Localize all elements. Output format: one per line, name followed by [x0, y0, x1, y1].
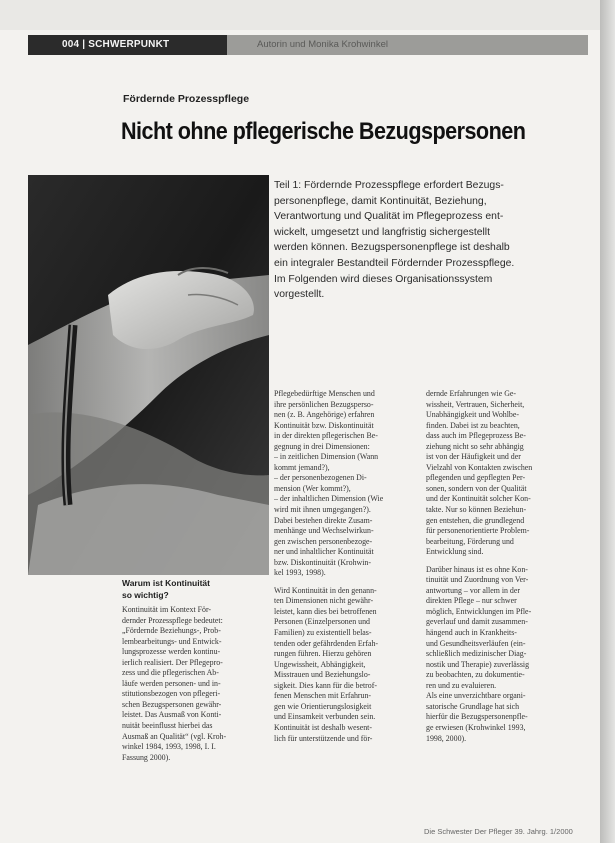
body-line: Unabhängigkeit und Wohlbe-	[426, 410, 520, 420]
body-line: hängend auch in Krankheits-	[426, 628, 517, 638]
body-line: dernde Erfahrungen wie Ge-	[426, 389, 517, 398]
author-line: Autorin und Monika Krohwinkel	[227, 35, 588, 55]
body-line: Pflegebedürftige Menschen und	[274, 389, 375, 398]
body-line: dass auch im Pflegeprozess Be-	[426, 431, 526, 441]
body-line: Ungewissheit, Abhängigkeit,	[274, 659, 366, 669]
body-line: Dabei bestehen direkte Zusam-	[274, 515, 373, 525]
body-line: Entwicklung sind.	[426, 547, 484, 557]
intro-line: personenpflege, damit Kontinuität, Beziehung,	[274, 195, 487, 207]
body-line: schließlich medizinischer Diag-	[426, 649, 527, 659]
body-line: ge erwiesen (Krohwinkel 1993,	[426, 722, 526, 732]
body-line: möglich, Entwicklungen im Pfle-	[426, 606, 532, 616]
body-line: Personen (Einzelpersonen und	[274, 617, 370, 627]
body-line: gen zwischen personenbezoge-	[274, 536, 373, 546]
body-line: takte. Nur so können Beziehun-	[426, 505, 527, 515]
body-line: in der direkten pflegerischen Be-	[274, 431, 378, 441]
body-line: Kontinuität bzw. Diskontinuität	[274, 420, 374, 430]
scan-edge	[600, 0, 615, 843]
body-line: kel 1993, 1998).	[274, 568, 326, 578]
body-line: und der Kontinuität solcher Kon-	[426, 494, 531, 504]
body-line: fenen Menschen mit Erfahrun-	[274, 691, 372, 701]
body-line: sigkeit. Dies kann für die betrof-	[274, 680, 377, 690]
section-label: 004 | SCHWERPUNKT	[28, 35, 227, 55]
hands-photo	[28, 175, 269, 575]
body-line: Misstrauen und Beziehungslo-	[274, 670, 371, 680]
body-line: menhänge und Wechselwirkun-	[274, 526, 374, 536]
article-kicker: Fördernde Prozesspflege	[123, 93, 250, 105]
body-line: lungsprozesse werden kontinu-	[122, 647, 221, 657]
body-line: Darüber hinaus ist es ohne Kon-	[426, 564, 528, 574]
body-line: kommt jemand?),	[274, 462, 330, 472]
body-line: wird mit ihnen umgegangen?).	[274, 505, 371, 515]
intro-line: werden können. Bezugspersonenpflege ist deshalb	[274, 242, 510, 254]
body-line: antwortung – vor allem in der	[426, 585, 521, 595]
body-line: und Gesundheitsverläufen (ein-	[426, 638, 526, 648]
body-line: zu beobachten, zu dokumentie-	[426, 670, 525, 680]
body-line: finden. Dabei ist zu beachten,	[426, 420, 520, 430]
intro-line: ein integraler Bestandteil Fördernder Prozesspflege.	[274, 257, 515, 269]
body-line: schen Bezugspersonen gewähr-	[122, 699, 222, 709]
body-line: nen (z. B. Angehörige) erfahren	[274, 410, 375, 420]
body-line: zess und die pflegerischen Ab-	[122, 668, 219, 678]
intro-line: Im Folgenden wird dieses Organisationssystem	[274, 273, 493, 285]
body-line: direkten Pflege – nur schwer	[426, 596, 517, 606]
body-line: tinuität und Zuordnung von Ver-	[426, 575, 529, 585]
body-line: bearbeitung, Förderung und	[426, 536, 514, 546]
body-column-2	[274, 389, 418, 744]
subhead-line: Warum ist Kontinuität	[122, 578, 210, 588]
body-column-3	[426, 389, 576, 744]
body-line: geverlauf und damit zusammen-	[426, 617, 528, 627]
body-line: ziehung nicht so sehr abhängig	[426, 441, 524, 451]
body-line: dernder Prozesspflege bedeutet:	[122, 615, 223, 625]
intro-line: vorgestellt.	[274, 289, 325, 301]
body-line: ierlich realisiert. Der Pflegepro-	[122, 657, 223, 667]
body-line: leistet, kann dies bei betroffenen	[274, 606, 377, 616]
page-footer: Die Schwester Der Pfleger 39. Jahrg. 1/2000	[424, 827, 573, 836]
body-line: ner und inhaltlicher Kontinuität	[274, 547, 374, 557]
intro-line: Verantwortung und Qualität im Pflegeprozess ent-	[274, 211, 504, 223]
body-line: – in zeitlichen Dimension (Wann	[274, 452, 379, 462]
article-title: Nicht ohne pflegerische Bezugspersonen	[121, 118, 526, 145]
body-line: wissheit, Vertrauen, Sicherheit,	[426, 399, 525, 409]
body-line: lembearbeitungs- und Entwick-	[122, 636, 222, 646]
body-line: ten Dimensionen nicht gewähr-	[274, 596, 374, 606]
body-line: Als eine unverzichtbare organi-	[426, 691, 526, 701]
body-line: hierfür die Bezugspersonenpfle-	[426, 712, 528, 722]
subhead-line: so wichtig?	[122, 590, 169, 600]
body-line: – der inhaltlichen Dimension (Wie	[274, 494, 384, 504]
body-line: satorische Grundlage hat sich	[426, 701, 520, 711]
body-line: ist von der Häufigkeit und der	[426, 452, 521, 462]
body-line: „Fördernde Beziehungs-, Prob-	[122, 626, 221, 636]
body-line: leistet. Das Ausmaß von Konti-	[122, 710, 222, 720]
section-subheading	[122, 577, 210, 601]
body-line: Ausmaß an Qualität“ (vgl. Kroh-	[122, 731, 227, 741]
intro-line: Teil 1: Fördernde Prozesspflege erfordert Bezugs-	[274, 180, 504, 191]
page-header	[28, 35, 588, 55]
article-intro	[274, 178, 584, 303]
body-line: nostik und Therapie) zuverlässig	[426, 659, 530, 669]
body-line: 1998, 2000).	[426, 733, 467, 743]
body-line: Kontinuität im Kontext För-	[122, 605, 212, 614]
body-line: gen entstehen, die grundlegend	[426, 515, 525, 525]
body-line: läufe werden personen- und in-	[122, 678, 221, 688]
body-line: lich für unterstützende und för-	[274, 733, 373, 743]
body-line: Kontinuität ist deshalb wesent-	[274, 722, 372, 732]
body-line: rungen führen. Hierzu gehören	[274, 649, 372, 659]
body-line: tenden oder gefährdenden Erfah-	[274, 638, 379, 648]
body-line: – der personenbezogenen Di-	[274, 473, 367, 483]
body-line: ihre persönlichen Bezugsperso-	[274, 399, 374, 409]
intro-line: wickelt, umgesetzt und langfristig sichergestellt	[274, 226, 490, 238]
body-line: mension (Wer kommt?),	[274, 483, 351, 493]
body-line: bzw. Diskontinuität (Krohwin-	[274, 557, 372, 567]
body-line: gegnung in drei Dimensionen:	[274, 441, 370, 451]
body-line: Wird Kontinuität in den genann-	[274, 585, 377, 595]
body-line: sonen, sondern von der Qualität	[426, 483, 527, 493]
body-line: ren und zu evaluieren.	[426, 680, 497, 690]
body-line: Vielzahl von Kontakten zwischen	[426, 462, 533, 472]
body-line: und Einsamkeit verbunden sein.	[274, 712, 376, 722]
body-line: pflegenden und gepflegten Per-	[426, 473, 526, 483]
body-column-1	[122, 605, 264, 763]
top-margin	[0, 0, 600, 30]
body-line: nuität beeinflusst hierbei das	[122, 721, 213, 731]
body-line: stitutionsbezogen von pflegeri-	[122, 689, 221, 699]
body-line: für personenorientierte Problem-	[426, 526, 530, 536]
body-line: gen wie Orientierungslosigkeit	[274, 701, 372, 711]
body-line: Familien) zu existentiell belas-	[274, 628, 372, 638]
body-line: winkel 1984, 1993, 1998, I. I.	[122, 742, 216, 752]
body-line: Fassung 2000).	[122, 752, 171, 762]
